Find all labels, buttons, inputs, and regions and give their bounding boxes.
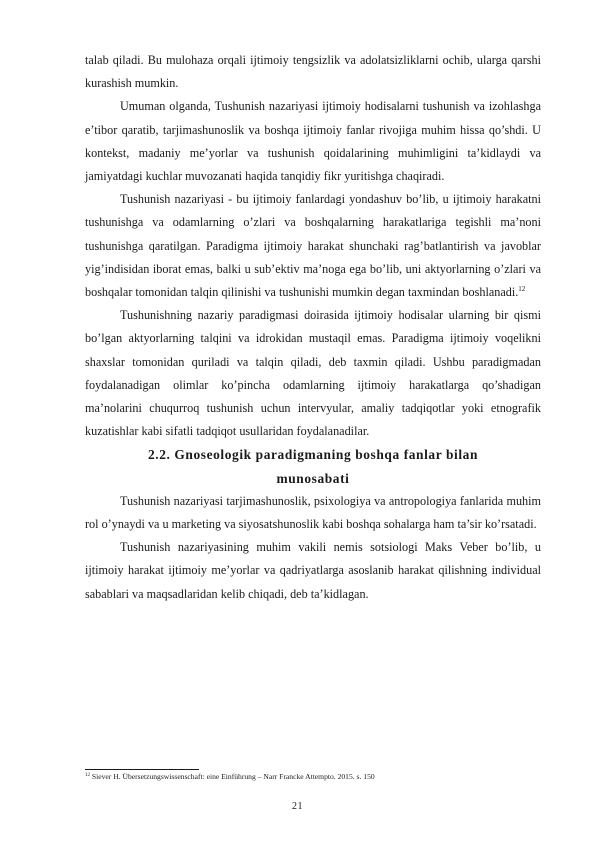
- paragraph-disciplines: Tushunish nazariyasi tarjimashunoslik, psixologiya va antropologiya fanlarida muhim rol o’ynaydi va u marketing va siyosatshunoslik kabi boshqa sohalarga ham ta’sir ko’rsatadi.: [85, 493, 541, 532]
- footnote-reference[interactable]: 12: [518, 285, 526, 294]
- paragraph-text: Tushunish nazariyasi - bu ijtimoiy fanlardagi yondashuv bo’lib, u ijtimoiy harakatni tushunishga va odamlarning o’zlari va boshqalarning harakatlariga tegishli ma’noni tushunishga qaratilgan. Paradigma ijtimoiy harakat shunchaki rag’batlantirish va javoblar yig’indisidan iborat emas, balki u sub’ektiv ma’noga ega bo’lib, uni aktyorlarning o’zlari va boshqalar tomonidan talqin qilinishi va tushunishi mumkin degan taxmindan boshlanadi.: [85, 192, 541, 300]
- footnote-divider: [85, 769, 199, 770]
- paragraph-understanding-definition: [85, 188, 541, 304]
- footnote: [85, 772, 545, 782]
- paragraph-paradigm: Tushunishning nazariy paradigmasi doirasida ijtimoiy hodisalar ularning bir qismi bo’lgan aktyorlarning talqini va idrokidan mustaqil emas. Paradigma ijtimoiy voqelikni shaxslar tomonidan quriladi va talqin qiladi, deb taxmin qiladi. Ushbu paradigmadan foydalanadigan olimlar ko’pincha odamlarning ijtimoiy harakatlarga qo’shadigan ma’nolarini chuqurroq tushunish uchun intervyular, amaliy tadqiqotlar yoki etnografik kuzatishlar kabi sifatli tadqiqot usullaridan foydalanadilar.: [85, 308, 541, 439]
- paragraph-weber: Tushunish nazariyasining muhim vakili nemis sotsiologi Maks Veber bo’lib, u ijtimoiy harakat ijtimoiy me’yorlar va qadriyatlarga asoslanib harakat qilishning individual sabablari va maqsadlaridan kelib chiqadi, deb ta’kidlagan.: [85, 540, 541, 601]
- section-heading-line-1: 2.2. Gnoseologik paradigmaning boshqa fanlar bilan: [147, 447, 478, 463]
- section-heading: [85, 443, 541, 489]
- paragraph-continuation: talab qiladi. Bu mulohaza orqali ijtimoiy tengsizlik va adolatsizliklarni ochib, ularga qarshi kurashish mumkin.: [85, 53, 541, 91]
- paragraph-understanding-summary: Umuman olganda, Tushunish nazariyasi ijtimoiy hodisalarni tushunish va izohlashga e’tibor qaratib, tarjimashunoslik va boshqa ijtimoiy fanlar rivojiga muhim hissa qo’shdi. U kontekst, madaniy me’yorlar va tushunish qoidalarining muhimligini ta’kidlaydi va jamiyatdagi kuchlar muvozanati haqida tanqidiy fikr yuritishga chaqiradi.: [85, 99, 541, 184]
- page-number: 21: [292, 801, 303, 812]
- body-text: [85, 49, 541, 606]
- footnote-number: 12: [85, 773, 90, 778]
- section-heading-line-2: munosabati: [276, 470, 350, 486]
- footnote-text: Siever H. Übersetzungswissenschaft: eine Einführung – Narr Francke Attempto. 2015. s. 150: [90, 772, 375, 781]
